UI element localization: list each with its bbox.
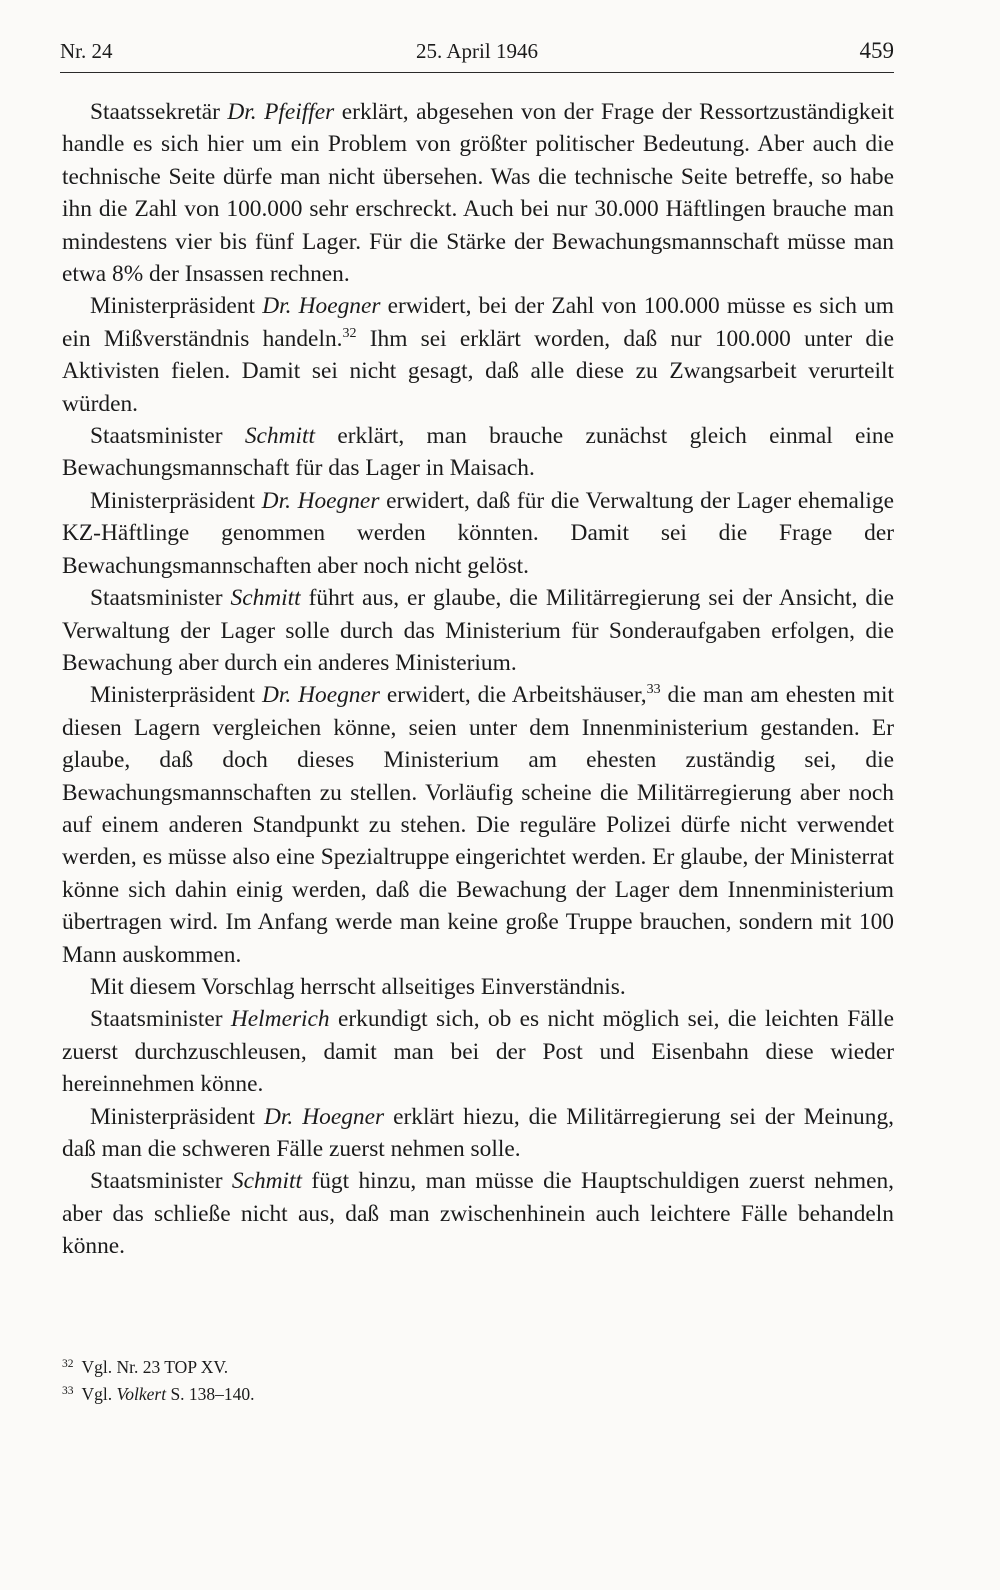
speaker-name: Dr. Hoegner xyxy=(261,682,380,709)
header-date: 25. April 1946 xyxy=(416,39,538,63)
paragraph: Staatsminister Helmerich erkundigt sich, ob es nicht möglich sei, die leichten Fälle zuerst durchzuschleusen, damit man bei der Post und Eisenbahn diese wieder hereinnehmen könne. xyxy=(62,1006,894,1098)
speaker-name: Dr. Hoegner xyxy=(261,487,380,514)
body-text xyxy=(62,96,894,1263)
footnotes xyxy=(62,1354,894,1408)
speaker-name: Schmitt xyxy=(244,423,316,450)
paragraph: Ministerpräsident Dr. Hoegner erwidert, die Arbeitshäuser,$^{33}$ die man am ehesten mit diesen Lagern vergleichen könne, seien unter dem Innenministerium gestanden. Er glaube, daß doch dieses Ministerium am ehesten zuständig sei, die Bewachungsmannschaften zu stellen. Vorläufig scheine die Militärregierung aber noch auf einem anderen Standpunkt zu stehen. Die reguläre Polizei dürfe nicht verwendet werden, es müsse also eine Spezialtruppe eingerichtet werden. Er glaube, der Ministerrat könne sich dahin einig werden, daß die Bewachung der Lager dem Innenministerium übertragen wird. Im Anfang werde man keine große Truppe brauchen, sondern mit 100 Mann auskommen. xyxy=(62,682,894,968)
speaker-name: Dr. Hoegner xyxy=(264,1103,385,1130)
paragraph: Ministerpräsident Dr. Hoegner erwidert, bei der Zahl von 100.000 müsse es sich um ein Mißverständnis handeln.$^{32}$ Ihm sei erklärt worden, daß nur 100.000 unter die Aktivisten fielen. Damit sei nicht gesagt, daß alle diese zu Zwangsarbeit verurteilt würden. xyxy=(62,293,894,417)
paragraph: Ministerpräsident Dr. Hoegner erklärt hiezu, die Militärregierung sei der Meinung, daß man die schweren Fälle zuerst nehmen solle. xyxy=(62,1103,894,1162)
running-header xyxy=(60,32,894,73)
paragraph: Mit diesem Vorschlag herrscht allseitiges Einverständnis. xyxy=(90,973,626,1000)
footnote-reference[interactable]: 32 xyxy=(342,325,357,341)
paragraph: Staatsminister Schmitt führt aus, er glaube, die Militärregierung sei der Ansicht, die Verwaltung der Lager solle durch das Ministerium für Sonderaufgaben erfolgen, die Bewachung aber durch ein anderes Ministerium. xyxy=(62,585,894,676)
speaker-name: Dr. Hoegner xyxy=(262,293,381,320)
issue-number: Nr. 24 xyxy=(60,39,113,63)
speaker-name: Dr. Pfeiffer xyxy=(227,99,335,125)
footnote: $^{32}$ Vgl. Nr. 23 TOP XV. xyxy=(62,1357,229,1377)
footnote-number: 33 xyxy=(62,1385,74,1397)
paragraph: Staatsminister Schmitt fügt hinzu, man müsse die Hauptschuldigen zuerst nehmen, aber das schließe nicht aus, daß man zwischenhinein auch leichtere Fälle behandeln könne. xyxy=(62,1168,894,1260)
page-number: 459 xyxy=(859,38,894,63)
footnote-number: 32 xyxy=(62,1358,74,1370)
footnote-reference[interactable]: 33 xyxy=(646,682,661,698)
speaker-name: Schmitt xyxy=(230,585,301,612)
paragraph: Ministerpräsident Dr. Hoegner erwidert, daß für die Verwaltung der Lager ehemalige KZ-Häftlinge genommen werden könnten. Damit sei die Frage der Bewachungsmannschaften aber noch nicht gelöst. xyxy=(62,487,894,579)
speaker-name: Schmitt xyxy=(231,1168,303,1195)
paragraph: Staatssekretär Dr. Pfeiffer erklärt, abgesehen von der Frage der Ressortzuständigkeit handle es sich hier um ein Problem von größter politischer Bedeutung. Aber auch die technische Seite dürfe man nicht übersehen. Was die technische Seite betreffe, so habe ihn die Zahl von 100.000 sehr erschreckt. Auch bei nur 30.000 Häftlingen brauche man mindestens vier bis fünf Lager. Für die Stärke der Bewachungsmannschaft müsse man etwa 8% der Insassen rechnen. xyxy=(62,99,894,288)
paragraph: Staatsminister Schmitt erklärt, man brauche zunächst gleich einmal eine Bewachungsmannschaft für das Lager in Maisach. xyxy=(62,423,894,482)
speaker-name: Helmerich xyxy=(230,1006,330,1033)
cited-author: Volkert xyxy=(116,1384,167,1404)
footnote: $^{33}$ Vgl. Volkert S. 138–140. xyxy=(62,1384,255,1404)
